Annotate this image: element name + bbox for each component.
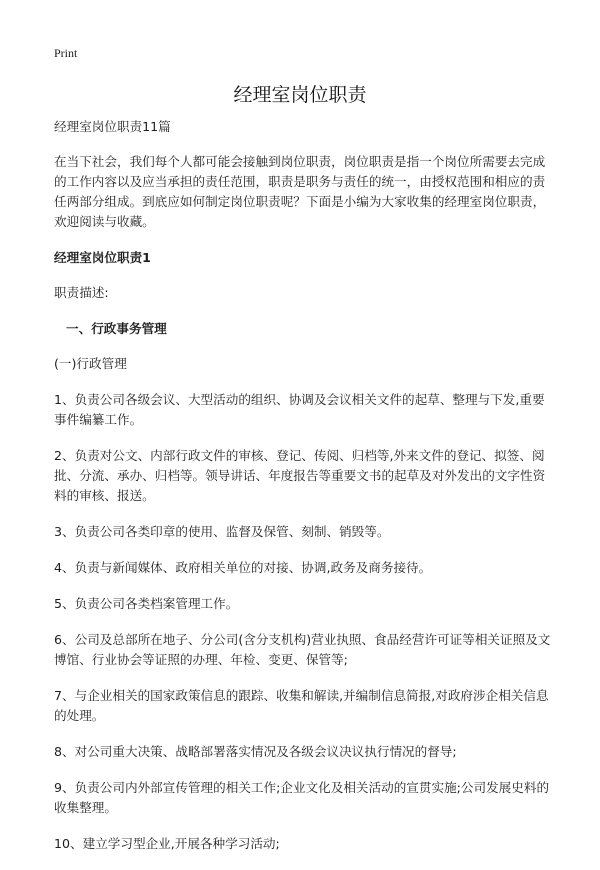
- list-item: 2、负责对公文、内部行政文件的审核、登记、传阅、归档等,外来文件的登记、拟签、阅批、分流、承办、归档等。领导讲话、年度报告等重要文书的起草及对外发出的文字性资料的审核、报送。: [54, 448, 546, 503]
- list-item: 9、负责公司内外部宣传管理的相关工作;企业文化及相关活动的宣贯实施;公司发展史料的收集整理。: [54, 780, 550, 815]
- document-subtitle: 经理室岗位职责11篇: [54, 119, 171, 134]
- list-item: 8、对公司重大决策、战略部署落实情况及各级会议决议执行情况的督导;: [54, 744, 457, 759]
- section-title: 一、行政事务管理: [66, 321, 167, 336]
- section-heading: 经理室岗位职责1: [54, 250, 151, 265]
- list-item: 6、公司及总部所在地子、分公司(含分支机构)营业执照、食品经营许可证等相关证照及文博馆、行业协会等证照的办理、年检、变更、保管等;: [54, 632, 551, 667]
- page-title: 经理室岗位职责: [233, 84, 367, 106]
- document-body: [54, 117, 552, 870]
- list-item: 1、负责公司各级会议、大型活动的组织、协调及会议相关文件的起草、整理与下发,重要事件编纂工作。: [54, 392, 545, 427]
- list-item: 7、与企业相关的国家政策信息的跟踪、收集和解读,并编制信息简报,对政府涉企相关信息的处理。: [54, 688, 549, 723]
- subsection-title: (一)行政管理: [54, 356, 127, 371]
- duty-label: 职责描述:: [54, 285, 109, 300]
- list-item: 5、负责公司各类档案管理工作。: [54, 596, 239, 611]
- list-item: 10、建立学习型企业,开展各种学习活动;: [54, 836, 280, 851]
- list-item: 3、负责公司各类印章的使用、监督及保管、刻制、销毁等。: [54, 524, 390, 539]
- list-item: 4、负责与新闻媒体、政府相关单位的对接、协调,政务及商务接待。: [54, 560, 432, 575]
- intro-paragraph: 在当下社会，我们每个人都可能会接触到岗位职责，岗位职责是指一个岗位所需要去完成的工作内容以及应当承担的责任范围，职责是职务与责任的统一，由授权范围和相应的责任两部分组成。到底应如何制定岗位职责呢？下面是小编为大家收集的经理室岗位职责，欢迎阅读与收藏。: [54, 154, 546, 229]
- print-label: Print: [54, 46, 78, 60]
